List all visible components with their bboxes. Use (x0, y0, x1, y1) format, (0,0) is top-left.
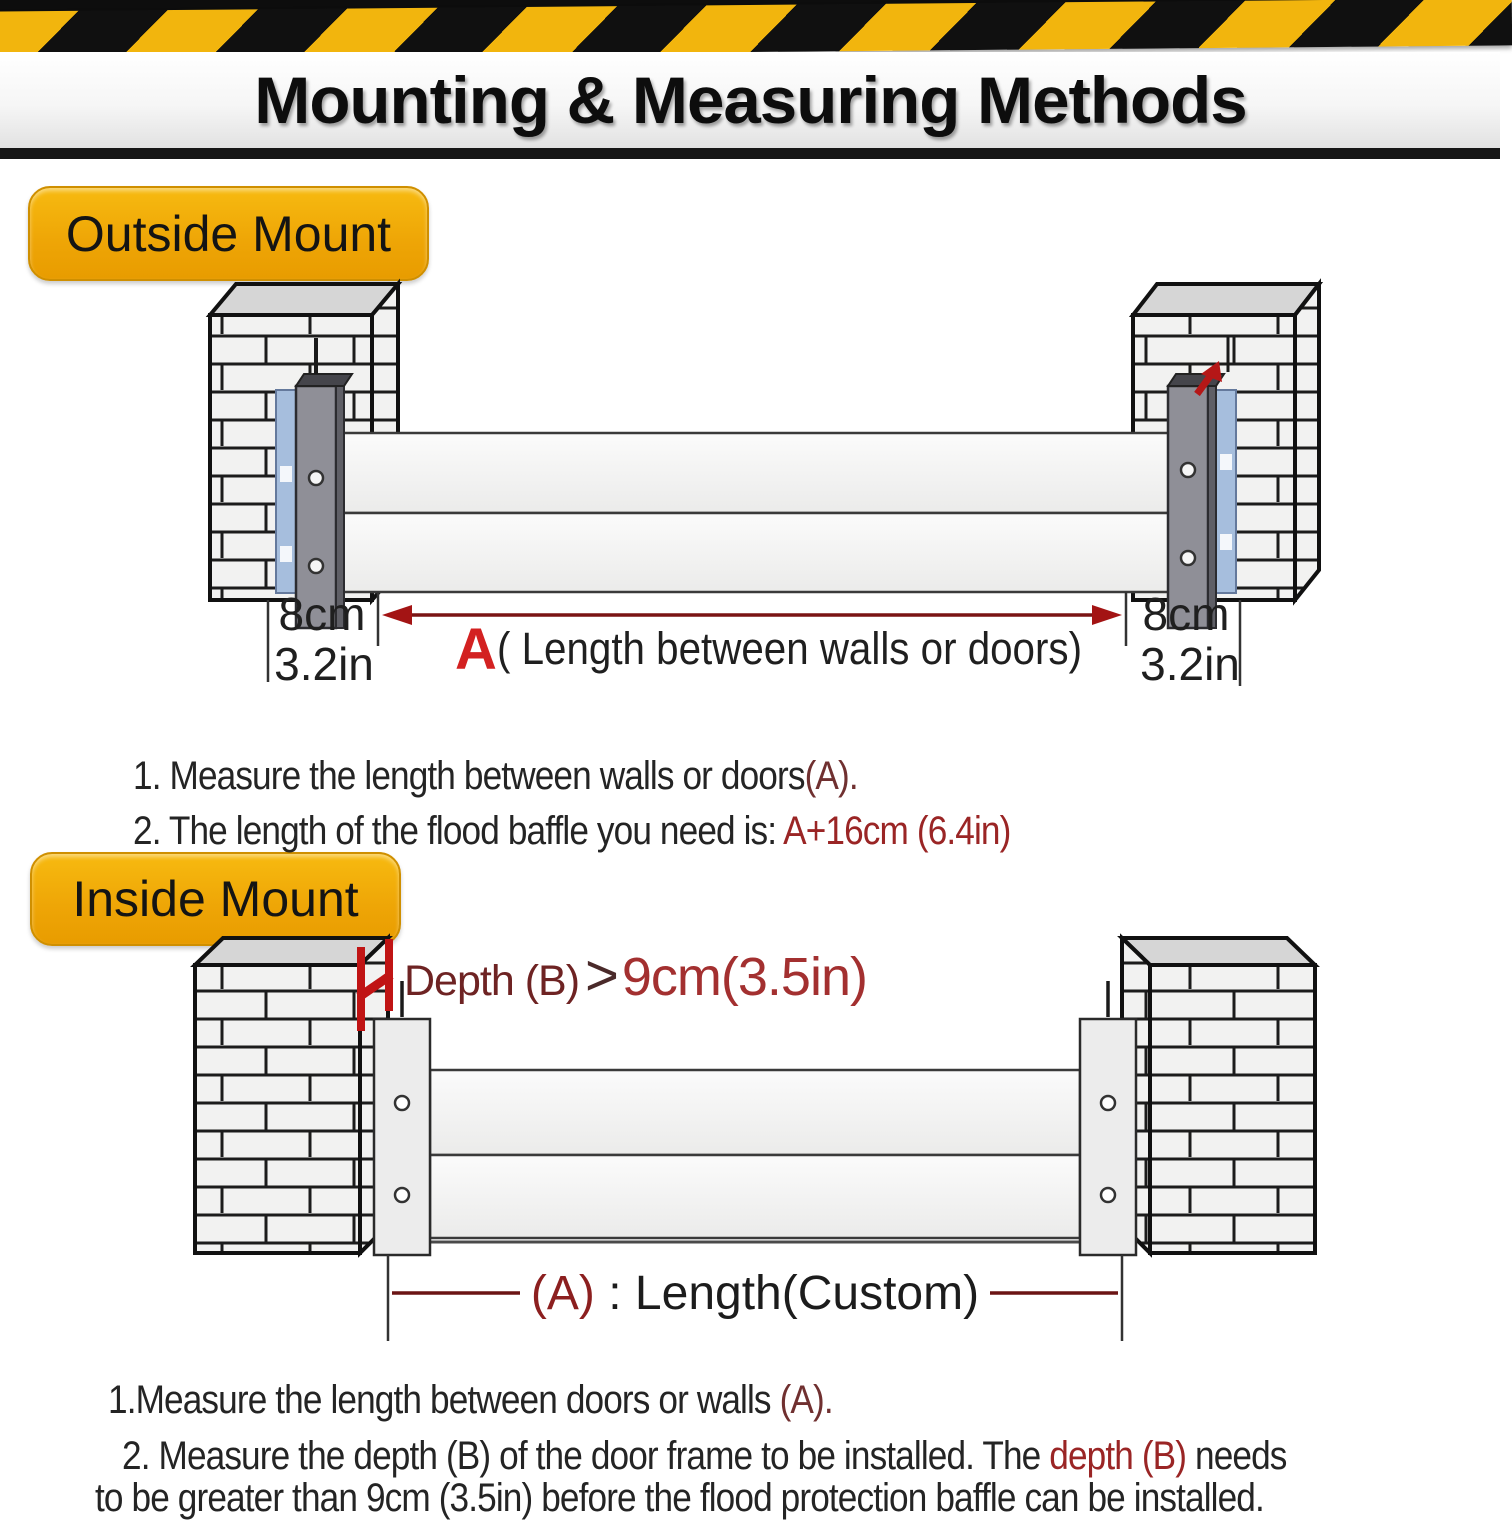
depth-value: 9cm(3.5in) (621, 947, 867, 1007)
outside-mount-badge (28, 186, 429, 281)
left-seal-strip (276, 390, 296, 593)
outside-dimension (268, 588, 1240, 690)
length-label-text: ( Length between walls or doors) (497, 623, 1082, 674)
warning-tape (0, 0, 1512, 59)
inside-mount-badge-label: Inside Mount (72, 871, 359, 927)
length-custom-label (531, 1267, 979, 1320)
screw-hole (1101, 1188, 1115, 1202)
outside-mount-diagram (0, 278, 1500, 710)
outside-step-2-text: 2. The length of the flood baffle you need is: (133, 809, 784, 853)
screw-hole (309, 559, 323, 573)
right-seal-clip (1220, 454, 1232, 470)
left-seal-clip (280, 466, 292, 482)
right-bracket (1080, 1019, 1136, 1255)
right-inside-bracket (1080, 981, 1136, 1255)
depth-label: Depth (B) (404, 957, 580, 1005)
outside-step-1-text: 1. Measure the length between walls or doors (133, 754, 805, 798)
inside-dimension (388, 1255, 1122, 1341)
left-seal-clip (280, 546, 292, 562)
outside-step-2-accent: A+16cm (6.4in) (783, 809, 1011, 853)
screw-hole (309, 471, 323, 485)
right-pillar-top-face (1122, 938, 1315, 965)
barrier-panel-top (330, 433, 1180, 513)
length-custom-accent: (A) (530, 1267, 595, 1320)
flood-barrier (376, 1070, 1134, 1242)
flood-barrier (330, 433, 1180, 592)
dim-right-cm: 8cm (1142, 588, 1230, 640)
right-seal-clip (1220, 534, 1232, 550)
greater-than-sign: > (585, 943, 618, 1008)
arrow-head-left (382, 605, 412, 625)
inside-step-2 (122, 1434, 1287, 1479)
outside-mount-badge-label: Outside Mount (65, 205, 392, 262)
dim-right-in: 3.2in (1140, 638, 1240, 690)
length-custom-text: : Length(Custom) (608, 1267, 980, 1320)
screw-hole (1181, 551, 1195, 565)
outside-step-1-accent: (A). (804, 754, 858, 798)
right-pillar-top-face (1133, 284, 1319, 315)
right-seal-strip (1216, 390, 1236, 593)
barrier-panel-bottom (430, 1155, 1080, 1238)
dim-left-in: 3.2in (274, 638, 374, 690)
inside-step-2-suffix: needs (1186, 1434, 1287, 1478)
arrow-head-right (1092, 605, 1122, 625)
screw-hole (395, 1188, 409, 1202)
inside-step-1-accent: (A). (779, 1378, 833, 1422)
barrier-panel-bottom (330, 513, 1180, 592)
outside-step-2 (133, 809, 1010, 854)
barrier-panel-top (430, 1070, 1080, 1155)
left-bracket-cap (296, 374, 352, 386)
inside-step-1 (108, 1378, 833, 1423)
right-pillar (1122, 938, 1315, 1253)
screw-hole (1181, 463, 1195, 477)
page-title: Mounting & Measuring Methods (253, 63, 1247, 137)
inside-step-3-text: to be greater than 9cm (3.5in) before the flood protection baffle can be installed. (95, 1476, 1264, 1520)
screw-hole (1101, 1096, 1115, 1110)
title-band (0, 52, 1500, 148)
title-underline (0, 148, 1500, 159)
inside-step-1-text: 1.Measure the length between doors or walls (108, 1378, 780, 1422)
depth-label-line (404, 942, 867, 1009)
left-bracket (374, 1019, 430, 1255)
left-pillar-top-face (210, 284, 398, 315)
dim-left-cm: 8cm (278, 588, 366, 640)
left-inside-bracket (374, 981, 430, 1255)
right-pillar-side-face (1295, 284, 1319, 600)
inside-mount-badge (30, 852, 401, 946)
inside-step-2-accent: depth (B) (1049, 1434, 1187, 1478)
right-pillar-front-face (1150, 965, 1315, 1253)
length-label-letter: A (455, 617, 497, 682)
outside-step-1 (133, 754, 858, 799)
left-pillar-front-face (195, 965, 360, 1253)
inside-step-3 (95, 1476, 1264, 1521)
screw-hole (395, 1096, 409, 1110)
inside-step-2-text: 2. Measure the depth (B) of the door frame to be installed. The (122, 1434, 1050, 1478)
